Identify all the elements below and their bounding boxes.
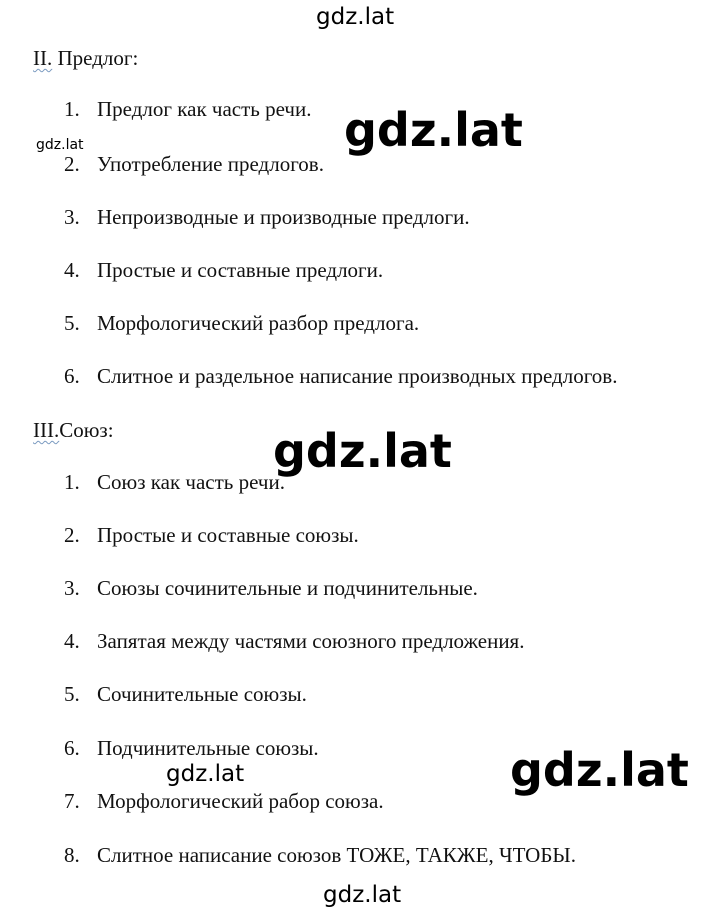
list-item-number: 3. xyxy=(64,205,80,229)
section-heading-conjunctions xyxy=(33,420,114,441)
watermark-top: gdz.lat xyxy=(316,4,395,30)
list-item-text: Запятая между частями союзного предложения. xyxy=(97,629,525,653)
list-item xyxy=(0,260,720,290)
watermark-small-left: gdz.lat xyxy=(36,137,84,153)
section-title: Предлог: xyxy=(57,46,139,70)
list-item-text: Морфологический рабор союза. xyxy=(97,789,384,813)
list-item-text: Слитное написание союзов ТОЖЕ, ТАКЖЕ, ЧТОБЫ. xyxy=(97,843,576,867)
watermark-mid-lower: gdz.lat xyxy=(166,761,245,787)
section-numeral: III. xyxy=(33,418,60,442)
list-item xyxy=(0,845,720,875)
watermark-big-1: gdz.lat xyxy=(344,103,523,157)
list-item-number: 5. xyxy=(64,311,80,335)
section-numeral: II. xyxy=(33,46,53,70)
list-item-text: Употребление предлогов. xyxy=(97,152,324,176)
list-item-text: Непроизводные и производные предлоги. xyxy=(97,205,470,229)
list-item-text: Союзы сочинительные и подчинительные. xyxy=(97,576,478,600)
list-item xyxy=(0,525,720,555)
list-item xyxy=(0,154,720,184)
list-item-number: 1. xyxy=(64,470,80,494)
section-heading-prepositions xyxy=(33,48,138,69)
list-item-text: Предлог как часть речи. xyxy=(97,97,312,121)
list-item xyxy=(0,684,720,714)
list-item-number: 5. xyxy=(64,682,80,706)
list-item-text: Простые и составные союзы. xyxy=(97,523,359,547)
watermark-bottom: gdz.lat xyxy=(323,882,402,908)
list-item-text: Сочинительные союзы. xyxy=(97,682,307,706)
list-item-text: Морфологический разбор предлога. xyxy=(97,311,420,335)
watermark-big-2: gdz.lat xyxy=(273,424,452,478)
list-item-number: 4. xyxy=(64,629,80,653)
list-item-text: Подчинительные союзы. xyxy=(97,736,319,760)
list-item xyxy=(0,631,720,661)
list-item xyxy=(0,313,720,343)
list-item-number: 6. xyxy=(64,364,80,388)
watermark-big-3: gdz.lat xyxy=(510,743,689,797)
list-item xyxy=(0,366,720,396)
list-item-number: 3. xyxy=(64,576,80,600)
list-item xyxy=(0,578,720,608)
list-item-number: 2. xyxy=(64,152,80,176)
list-item-number: 2. xyxy=(64,523,80,547)
list-item-number: 8. xyxy=(64,843,80,867)
list-item-number: 4. xyxy=(64,258,80,282)
list-item-text: Союз как часть речи. xyxy=(97,470,285,494)
list-item-text: Простые и составные предлоги. xyxy=(97,258,384,282)
list-item-text: Слитное и раздельное написание производных предлогов. xyxy=(97,364,618,388)
list-item-number: 1. xyxy=(64,97,80,121)
list-item-number: 7. xyxy=(64,789,80,813)
list-item xyxy=(0,207,720,237)
section-title: Союз: xyxy=(59,418,114,442)
list-item-number: 6. xyxy=(64,736,80,760)
